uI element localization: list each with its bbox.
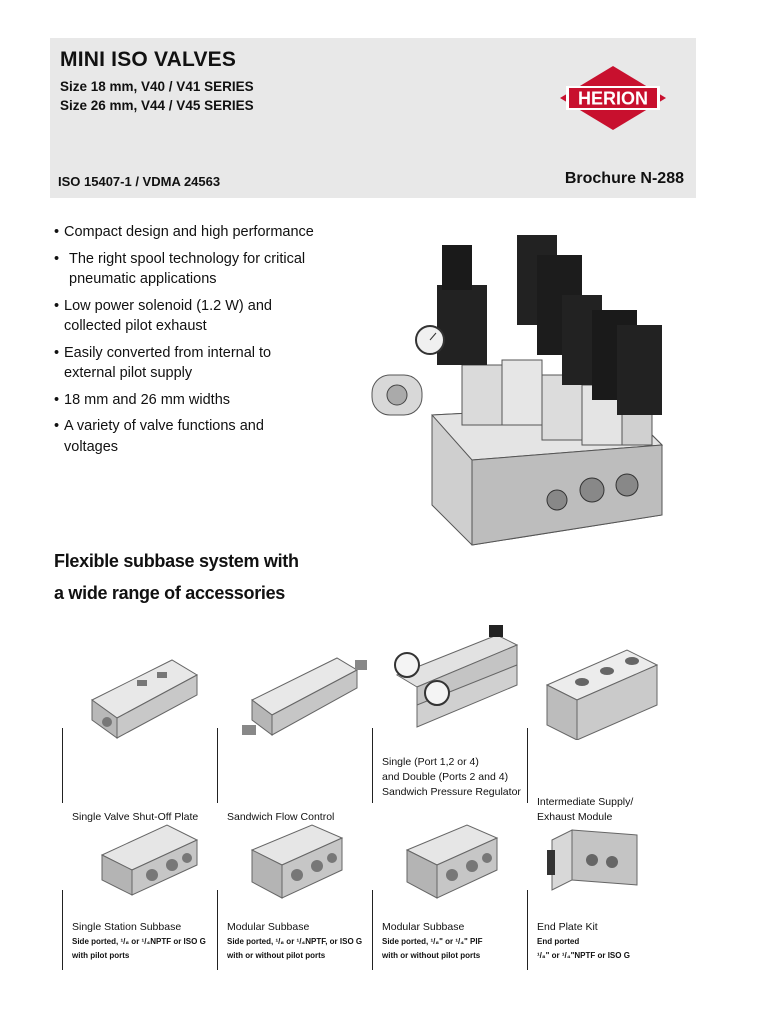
accessory-caption: Intermediate Supply/ Exhaust Module xyxy=(537,796,634,823)
feature-item: • Low power solenoid (1.2 W) and collected pilot exhaust xyxy=(54,297,272,334)
brochure-number: Brochure N-288 xyxy=(564,170,684,187)
feature-item: • A variety of valve functions and voltages xyxy=(54,418,264,455)
feature-item: • The right spool technology for critical pneumatic applications xyxy=(54,250,306,287)
document-title: MINI ISO VALVES xyxy=(60,48,237,71)
subbase-caption: Single Station Subbase Side ported, ¹/₈ or ¹/₄NPTF or ISO G with pilot ports xyxy=(72,921,206,960)
modular-subbase-pif-image xyxy=(397,820,507,900)
section-heading-line1: Flexible subbase system with xyxy=(54,551,299,571)
section-heading-line2: a wide range of accessories xyxy=(54,583,286,603)
accessory-flow-control xyxy=(217,640,367,823)
subtitle-26mm: Size 26 mm, V44 / V45 SERIES xyxy=(60,98,254,113)
subbase-caption: End Plate Kit End ported ¹/₈" or ¹/₄"NPTF or ISO G xyxy=(537,921,630,960)
section-heading xyxy=(54,545,354,609)
subbase-modular-pif xyxy=(372,820,522,970)
modular-subbase-image xyxy=(242,820,352,900)
accessory-caption: Sandwich Flow Control xyxy=(227,811,335,823)
logo-text: HERION xyxy=(577,88,649,109)
feature-item: • Compact design and high performance xyxy=(54,224,314,240)
valve-manifold-image xyxy=(362,215,682,555)
accessory-intermediate-supply xyxy=(527,640,677,823)
subbase-modular-npt xyxy=(217,820,367,970)
accessory-caption: Single (Port 1,2 or 4) and Double (Ports 2 and 4) Sandwich Pressure Regulator xyxy=(382,756,521,798)
feature-item: • 18 mm and 26 mm widths xyxy=(54,391,231,408)
flow-control-image xyxy=(237,640,367,740)
intermediate-supply-image xyxy=(537,640,667,740)
accessory-shutoff-plate xyxy=(62,640,212,823)
feature-item: • Easily converted from internal to external pilot supply xyxy=(54,344,272,381)
header-panel xyxy=(50,38,696,198)
end-plate-kit-image xyxy=(542,820,652,900)
herion-logo-icon xyxy=(560,66,666,130)
accessory-caption: Single Valve Shut-Off Plate xyxy=(72,811,199,823)
standard-label: ISO 15407-1 / VDMA 24563 xyxy=(58,174,221,189)
subtitle-18mm: Size 18 mm, V40 / V41 SERIES xyxy=(60,79,254,94)
subbase-caption: Modular Subbase Side ported, ¹/₈" or ¹/₄" PIF with or without pilot ports xyxy=(382,921,483,960)
shutoff-plate-image xyxy=(82,640,202,740)
accessory-pressure-regulator xyxy=(372,625,522,800)
single-station-subbase-image xyxy=(92,820,202,900)
subbase-end-plate-kit xyxy=(527,820,677,970)
feature-list xyxy=(54,222,314,463)
subbase-caption: Modular Subbase Side ported, ¹/₈ or ¹/₄NPTF, or ISO G with or without pilot ports xyxy=(227,921,363,960)
subbase-single-station xyxy=(62,820,212,970)
pressure-regulator-image xyxy=(377,625,527,735)
